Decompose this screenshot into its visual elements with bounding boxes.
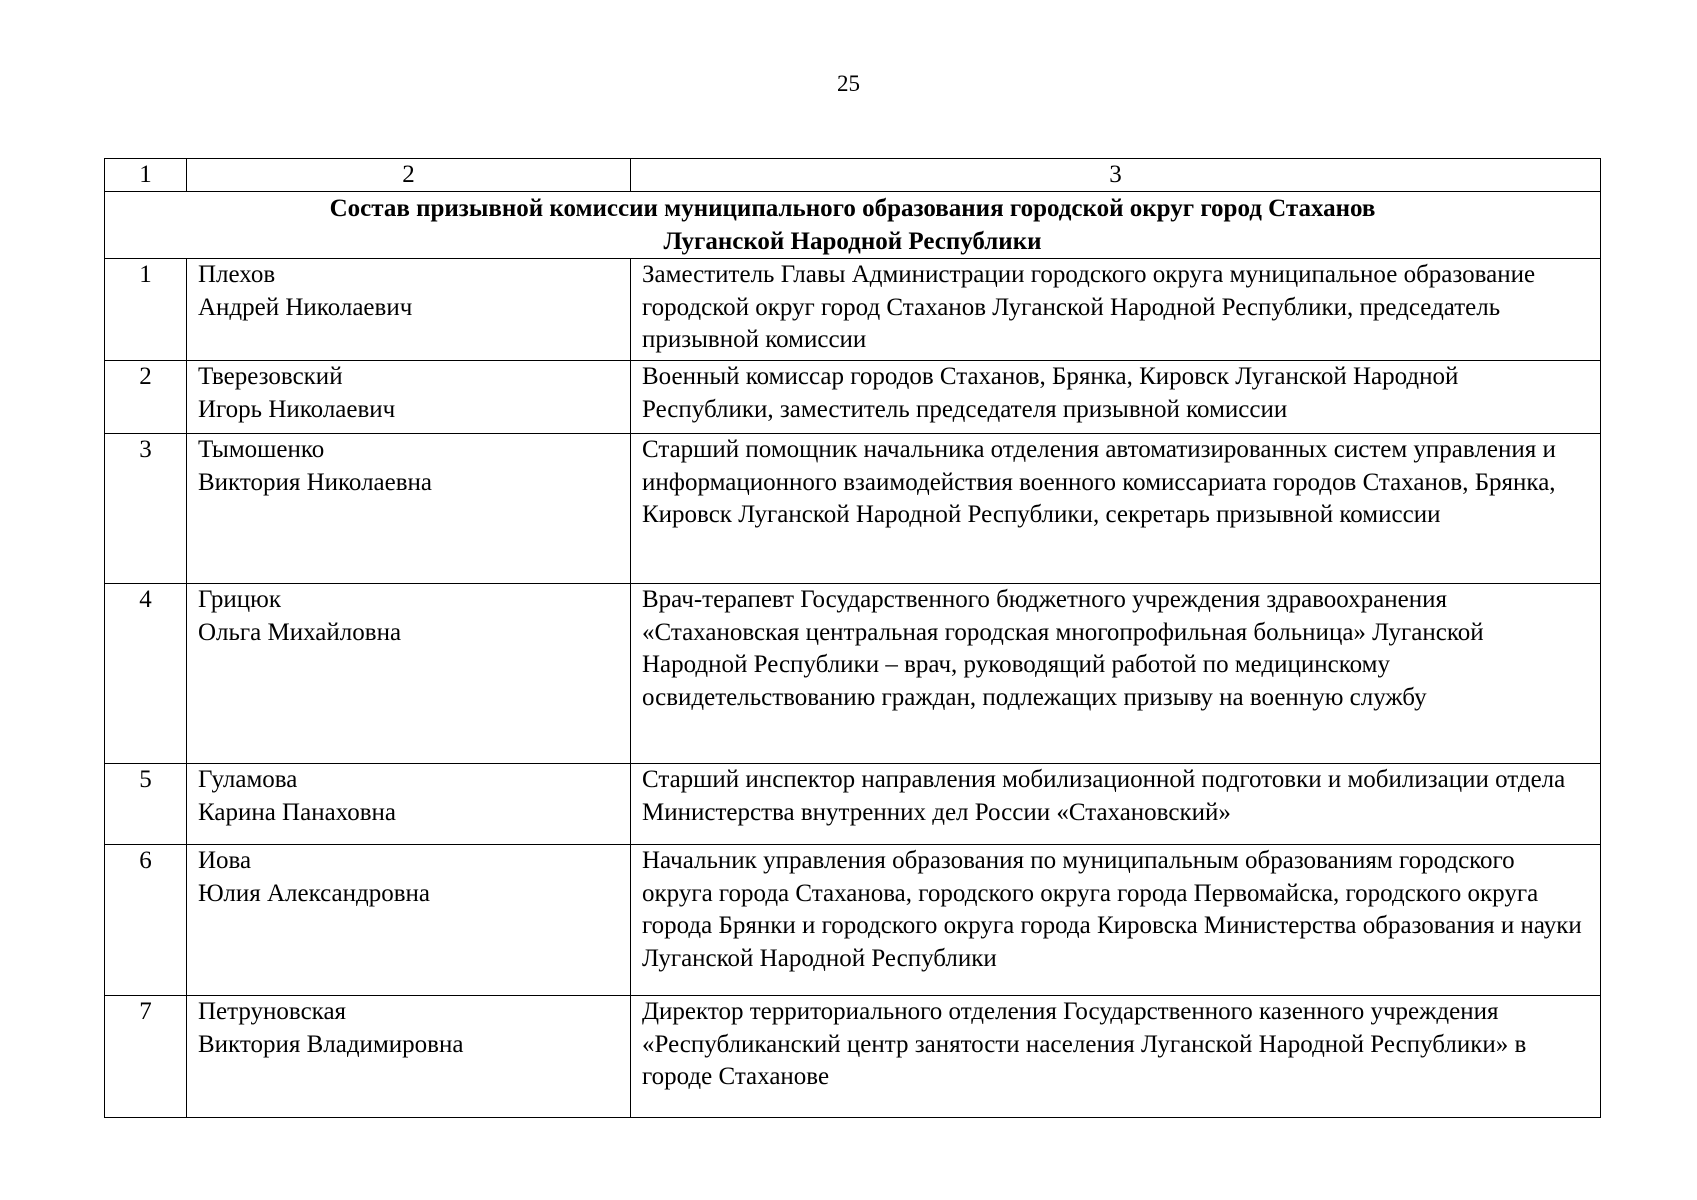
member-role <box>631 764 1601 845</box>
member-role-text: Директор территориального отделения Государственного казенного учреждения «Республиканский центр занятости населения Луганской Народной Республики» в городе Стаханове <box>642 998 1527 1090</box>
member-given-name: Юлия Александровна <box>198 879 430 907</box>
member-role <box>631 584 1601 764</box>
section-title <box>105 192 1601 259</box>
member-role-text: Заместитель Главы Администрации городского округа муниципальное образование городской округ город Стаханов Луганской Народной Республики, председатель призывной комиссии <box>642 261 1536 353</box>
table-header-row <box>105 159 1601 192</box>
member-name <box>187 764 631 845</box>
row-number: 5 <box>105 764 187 845</box>
member-role <box>631 434 1601 584</box>
member-role-text: Старший помощник начальника отделения автоматизированных систем управления и информационного взаимодействия военного комиссариата городов Стаханов, Брянка, Кировск Луганской Народной Республики, секретарь призывной комиссии <box>642 436 1556 528</box>
member-name <box>187 361 631 434</box>
member-role-text: Военный комиссар городов Стаханов, Брянка, Кировск Луганской Народной Республики, заместитель председателя призывной комиссии <box>642 363 1459 423</box>
member-name <box>187 434 631 584</box>
table-row <box>105 259 1601 361</box>
row-number: 7 <box>105 996 187 1118</box>
member-role <box>631 845 1601 996</box>
member-role <box>631 259 1601 361</box>
member-surname: Иова <box>198 847 252 874</box>
member-role <box>631 996 1601 1118</box>
member-surname: Грицюк <box>198 586 281 613</box>
member-surname: Петруновская <box>198 998 347 1025</box>
table-row <box>105 584 1601 764</box>
member-role-text: Старший инспектор направления мобилизационной подготовки и мобилизации отдела Министерства внутренних дел России «Стахановский» <box>642 766 1566 826</box>
row-number: 6 <box>105 845 187 996</box>
member-name <box>187 259 631 361</box>
table-row <box>105 434 1601 584</box>
row-number: 4 <box>105 584 187 764</box>
member-role-text: Врач-терапевт Государственного бюджетного учреждения здравоохранения «Стахановская центральная городская многопрофильная больница» Луганской Народной Республики – врач, руководящий работой по медицинскому освидетельствованию граждан, подлежащих призыву на военную службу <box>642 586 1484 711</box>
member-given-name: Виктория Николаевна <box>198 468 433 496</box>
table-row <box>105 996 1601 1118</box>
member-given-name: Ольга Михайловна <box>198 618 402 646</box>
section-title-row <box>105 192 1601 259</box>
member-surname: Гуламова <box>198 766 298 793</box>
header-col-1: 1 <box>105 159 187 192</box>
member-given-name: Игорь Николаевич <box>198 395 396 423</box>
member-surname: Плехов <box>198 261 276 288</box>
member-role-text: Начальник управления образования по муниципальным образованиям городского округа города Стаханова, городского округа города Первомайска, городского округа города Брянки и городского округа города Кировска Министерства образования и науки Луганской Народной Республики <box>642 847 1582 972</box>
row-number: 1 <box>105 259 187 361</box>
section-title-line-2: Луганской Народной Республики <box>663 227 1042 255</box>
member-name <box>187 996 631 1118</box>
member-given-name: Виктория Владимировна <box>198 1030 464 1058</box>
header-col-2: 2 <box>187 159 631 192</box>
section-title-line-1: Состав призывной комиссии муниципального образования городской округ город Стаханов <box>329 195 1376 222</box>
header-col-3: 3 <box>631 159 1601 192</box>
member-given-name: Андрей Николаевич <box>198 293 413 321</box>
row-number: 2 <box>105 361 187 434</box>
table-row <box>105 361 1601 434</box>
member-role <box>631 361 1601 434</box>
table-row <box>105 764 1601 845</box>
member-name <box>187 584 631 764</box>
commission-table <box>104 158 1601 1118</box>
member-name <box>187 845 631 996</box>
member-surname: Тверезовский <box>198 363 343 390</box>
table-row <box>105 845 1601 996</box>
page-number: 25 <box>837 71 860 96</box>
member-surname: Тымошенко <box>198 436 325 463</box>
row-number: 3 <box>105 434 187 584</box>
member-given-name: Карина Панаховна <box>198 798 396 826</box>
